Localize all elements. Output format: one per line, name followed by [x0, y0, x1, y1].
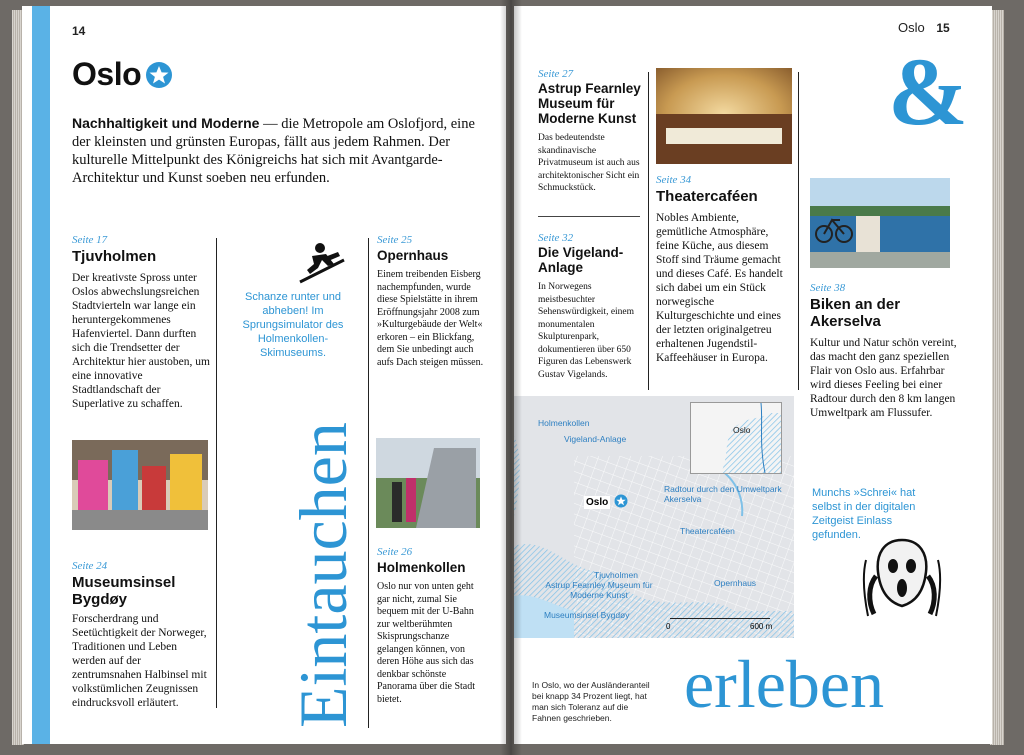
- section-divider: [538, 216, 640, 217]
- map-scale-zero: 0: [666, 622, 671, 631]
- section-biken: [810, 282, 960, 420]
- ampersand: &: [888, 38, 968, 145]
- seite-ref: Seite 32: [538, 232, 574, 244]
- map-label-theatercafe[interactable]: Theatercaféen: [680, 526, 735, 536]
- column-divider: [798, 72, 799, 390]
- map-label-radtour[interactable]: Radtour durch den Umweltpark Akerselva: [664, 484, 782, 504]
- column-divider: [648, 72, 649, 390]
- intro-paragraph: [72, 114, 484, 187]
- map-label-opernhaus[interactable]: Opernhaus: [714, 578, 757, 588]
- map-label-holmenkollen[interactable]: Holmenkollen: [538, 418, 590, 428]
- intro-text: — die Metropole am Oslofjord, eine der kleinsten und grünsten Europas, fällt aus jedem Rahmen. Der kulturelle Mittelpunkt des Königreichs hat sich mit Avantgarde-Architektur und Kunst soeben neu erfunden.: [72, 116, 475, 186]
- section-text: Das bedeutendste skandinavische Privatmuseum ist auch aus architektonischer Sicht ein Schmuckstück.: [538, 133, 640, 193]
- map-caption: In Oslo, wo der Ausländeranteil bei knapp 34 Prozent liegt, hat man sich Toleranz auf die Fahnen geschrieben.: [532, 680, 650, 723]
- map-scale-bar: [670, 618, 770, 619]
- section-text: Kultur und Natur schön vereint, das macht den ganz speziellen Flair von Oslo aus. Erfahrbar wird dieses Feeling bei einer Radtour durch den 8 km langen Umweltpark am Flussufer.: [810, 337, 957, 419]
- page-title-text: Oslo: [72, 56, 142, 92]
- theatercafe-photo: [656, 68, 792, 164]
- section-holmenkollen: [377, 546, 487, 706]
- map-label-astrup[interactable]: Astrup Fearnley Museum für Moderne Kunst: [545, 580, 653, 600]
- right-header: [898, 20, 950, 35]
- map-inset: [690, 402, 782, 474]
- column-divider: [216, 238, 217, 708]
- map-scale-end: 600 m: [750, 622, 773, 631]
- section-astrup: [538, 68, 646, 195]
- left-page: [22, 6, 506, 744]
- map-label-tjuvholmen[interactable]: Tjuvholmen: [594, 570, 638, 580]
- right-page-number: 15: [936, 21, 950, 35]
- section-heading: Museumsinsel Bygdøy: [72, 574, 176, 608]
- biken-photo: [810, 178, 950, 268]
- map-marker-oslo[interactable]: [584, 492, 628, 510]
- seite-ref: Seite 34: [656, 174, 692, 186]
- section-text: Forscherdrang und Seetüchtigkeit der Norweger, Traditionen und Leben werden auf der zentrumsnahen Halbinsel mit volkstümlichen Zeugnissen eindrucksvoll erläutert.: [72, 613, 207, 709]
- seite-ref: Seite 38: [810, 282, 846, 294]
- section-vigeland: [538, 232, 646, 381]
- star-badge-icon: [145, 61, 173, 89]
- left-blue-bar: [32, 6, 50, 744]
- scream-icon: [862, 536, 942, 620]
- map-inset-label: Oslo: [733, 425, 751, 435]
- seite-ref: Seite 17: [72, 234, 108, 246]
- map-label-oslo: Oslo: [586, 497, 609, 508]
- section-heading: Opernhaus: [377, 248, 449, 263]
- book-gutter: [500, 0, 522, 755]
- section-heading: Die Vigeland-Anlage: [538, 245, 624, 275]
- left-page-number: 14: [72, 24, 86, 38]
- section-text: Oslo nur von unten geht gar nicht, zumal Sie bequem mit der U-Bahn zur weltberühmten Skisprungschanze gelangen können, von deren Höhe aus sich das denkbar schönste Panorama über die Stadt bietet.: [377, 581, 476, 705]
- holmenkollen-photo: [376, 438, 480, 528]
- section-text: Der kreativste Spross unter Oslos abwechslungsreichen Stadtvierteln war lange ein heruntergekommenes Hafenviertel. Dann durften sich die Trendsetter der Architektur hier austoben, um eine innovative Stadtlandschaft der Superlative zu schaffen.: [72, 272, 210, 410]
- teaser-munch: Munchs »Schrei« hat selbst in der digitalen Zeitgeist Einlass gefunden.: [812, 487, 916, 541]
- section-theatercafe: [656, 174, 792, 365]
- header-city: Oslo: [898, 20, 925, 35]
- city-map[interactable]: [514, 396, 794, 638]
- tjuvholmen-photo: [72, 440, 208, 530]
- section-heading: Biken an der Akerselva: [810, 296, 901, 330]
- teaser-ski: Schanze runter und abheben! Im Sprungsimulator des Holmenkollen-Skimuseums.: [242, 291, 344, 359]
- intro-bold: Nachhaltigkeit und Moderne: [72, 115, 260, 131]
- section-text: In Norwegens meistbesuchter Sehenswürdigkeit, einem monumentalen Skulpturenpark, dokumentieren über 650 Figuren das Lebenswerk Gustav Vigelands.: [538, 282, 635, 380]
- section-text: Einem treibenden Eisberg nachempfunden, wurde diese Spielstätte in ihrem Eröffnungsjahr 2008 zum »Kulturgebäude der Welt« erkoren – ein Blickfang, dem Sie unbedingt auch aufs Dach steigen müssen.: [377, 269, 484, 368]
- map-label-museumsinsel[interactable]: Museumsinsel Bygdøy: [544, 610, 630, 620]
- page-title: [72, 56, 173, 93]
- seite-ref: Seite 26: [377, 546, 413, 558]
- vertical-word-eintauchen: Eintauchen: [285, 422, 361, 728]
- column-divider: [368, 238, 369, 728]
- right-page: [514, 6, 992, 744]
- page-stack-right: [990, 10, 1004, 745]
- section-opernhaus: [377, 234, 487, 369]
- word-erleben: erleben: [684, 646, 885, 722]
- section-heading: Holmenkollen: [377, 560, 466, 575]
- seite-ref: Seite 24: [72, 560, 108, 572]
- seite-ref: Seite 25: [377, 234, 413, 246]
- section-heading: Theatercaféen: [656, 188, 758, 205]
- star-marker-icon: [614, 494, 628, 508]
- seite-ref: Seite 27: [538, 68, 574, 80]
- section-heading: Astrup Fearnley Museum für Moderne Kunst: [538, 81, 641, 126]
- section-tjuvholmen: [72, 234, 212, 411]
- section-text: Nobles Ambiente, gemütliche Atmosphäre, feine Küche, aus diesem Stoff sind Träume gemacht und dieses Café. Es handelt sich dabei um ein Stück norwegische Kulturgeschichte und eines der letzten originalgetreu erhaltenen Jugendstil-Kaffeehäuser in Europa.: [656, 212, 783, 364]
- section-museumsinsel: [72, 560, 212, 710]
- map-label-vigeland[interactable]: Vigeland-Anlage: [564, 434, 627, 444]
- section-heading: Tjuvholmen: [72, 248, 157, 265]
- ski-jumper-icon: [298, 240, 346, 286]
